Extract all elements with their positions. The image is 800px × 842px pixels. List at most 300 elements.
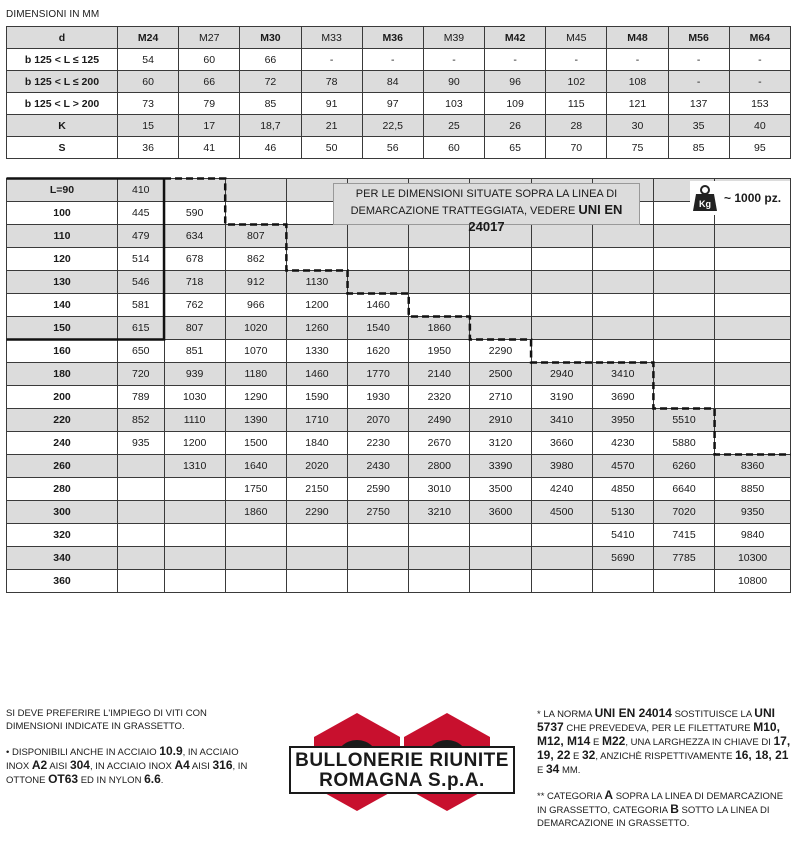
weight-cell: 7020: [653, 501, 714, 524]
weight-cell: [470, 317, 531, 340]
weight-cell: 1590: [286, 386, 347, 409]
table-cell: 50: [301, 137, 362, 159]
weight-cell: 912: [225, 271, 286, 294]
weight-cell: [653, 248, 714, 271]
table-row: [7, 137, 791, 159]
length-label: 100: [7, 202, 118, 225]
bold-term: 316: [212, 758, 233, 772]
length-label: 150: [7, 317, 118, 340]
table-row: [7, 363, 791, 386]
note-text: AISI: [47, 761, 70, 772]
weight-cell: 1330: [286, 340, 347, 363]
weight-cell: [470, 294, 531, 317]
weight-cell: 5880: [653, 432, 714, 455]
weight-cell: 1540: [348, 317, 409, 340]
weight-cell: [348, 570, 409, 593]
weight-cell: [409, 547, 470, 570]
weight-cell: [118, 478, 165, 501]
weight-cell: [409, 248, 470, 271]
weight-cell: 1950: [409, 340, 470, 363]
note-text: MM.: [559, 765, 581, 776]
weight-cell: 3660: [531, 432, 592, 455]
bold-term: OT63: [48, 772, 79, 786]
weight-cell: 2670: [409, 432, 470, 455]
bold-term: M22: [601, 734, 626, 748]
weight-cell: 2230: [348, 432, 409, 455]
table-cell: 91: [301, 93, 362, 115]
bold-term: 6.6: [144, 772, 161, 786]
weight-cell: 5690: [592, 547, 653, 570]
bold-term: 32: [582, 748, 596, 762]
weight-cell: 1460: [286, 363, 347, 386]
table-row: [7, 386, 791, 409]
length-label: 240: [7, 432, 118, 455]
weight-cell: 615: [118, 317, 165, 340]
table-cell: 22,5: [362, 115, 423, 137]
weight-cell: [409, 570, 470, 593]
table-row: [7, 271, 791, 294]
table-cell: 102: [546, 71, 607, 93]
weight-cell: [653, 294, 714, 317]
weight-cell: 2590: [348, 478, 409, 501]
weight-cell: [715, 271, 791, 294]
note-text: , UNA LARGHEZZA IN CHIAVE DI: [625, 737, 774, 748]
weight-cell: 762: [164, 294, 225, 317]
table-cell: 18,7: [240, 115, 301, 137]
weight-cell: [164, 478, 225, 501]
weight-cell: 8360: [715, 455, 791, 478]
length-label: 160: [7, 340, 118, 363]
length-label: L=90: [7, 179, 118, 202]
bold-term: A: [604, 788, 614, 802]
note-text: SOTTO LA LINEA DI DEMARCAZIONE IN GRASSETTO.: [537, 805, 770, 829]
bold-term: M10, M12, M14: [537, 720, 780, 748]
weight-cell: [409, 524, 470, 547]
table-cell: -: [729, 71, 790, 93]
weight-cell: [653, 225, 714, 248]
weight-cell: 590: [164, 202, 225, 225]
weight-cell: [531, 570, 592, 593]
table-row: [7, 340, 791, 363]
bold-term: 10.9: [159, 744, 183, 758]
weight-cell: 2140: [409, 363, 470, 386]
weight-cell: [470, 248, 531, 271]
weight-cell: [118, 524, 165, 547]
weight-cell: [715, 248, 791, 271]
weight-cell: 2150: [286, 478, 347, 501]
table-cell: -: [546, 49, 607, 71]
weight-cell: [470, 570, 531, 593]
table-cell: 137: [668, 93, 729, 115]
weight-cell: 7785: [653, 547, 714, 570]
table-cell: 90: [423, 71, 484, 93]
weight-cell: 2430: [348, 455, 409, 478]
weight-cell: [348, 271, 409, 294]
weight-cell: 7415: [653, 524, 714, 547]
weight-cell: 2800: [409, 455, 470, 478]
table-cell: 35: [668, 115, 729, 137]
weight-cell: 5130: [592, 501, 653, 524]
weight-cell: 1930: [348, 386, 409, 409]
length-label: 320: [7, 524, 118, 547]
table-cell: 96: [485, 71, 546, 93]
length-label: 180: [7, 363, 118, 386]
column-header-m33: M33: [301, 27, 362, 49]
weight-cell: 4230: [592, 432, 653, 455]
weight-cell: [164, 547, 225, 570]
weight-cell: 10800: [715, 570, 791, 593]
standard-note: [537, 707, 791, 777]
table-cell: 78: [301, 71, 362, 93]
table-row: [7, 432, 791, 455]
table-cell: 79: [179, 93, 240, 115]
weight-cell: [286, 225, 347, 248]
weight-cell: [715, 317, 791, 340]
weight-cell: 1290: [225, 386, 286, 409]
weight-cell: 4570: [592, 455, 653, 478]
weight-cell: [118, 547, 165, 570]
units-label: DIMENSIONI IN MM: [6, 9, 100, 20]
weight-cell: 2020: [286, 455, 347, 478]
table-row: [7, 409, 791, 432]
weight-cell: 650: [118, 340, 165, 363]
weight-cell: [715, 340, 791, 363]
table-cell: 28: [546, 115, 607, 137]
table-cell: -: [668, 49, 729, 71]
weight-cell: [409, 225, 470, 248]
note-text: , IN ACCIAIO INOX: [6, 747, 239, 772]
bold-term: 16, 18, 21: [735, 748, 789, 762]
weight-cell: 1030: [164, 386, 225, 409]
weight-cell: 720: [118, 363, 165, 386]
weight-cell: 1640: [225, 455, 286, 478]
length-label: 340: [7, 547, 118, 570]
weight-cell: 479: [118, 225, 165, 248]
weight-cell: 4850: [592, 478, 653, 501]
weight-cell: [592, 248, 653, 271]
note-standard: UNI EN 24017: [468, 202, 623, 234]
category-note: [537, 789, 791, 830]
weight-cell: [653, 340, 714, 363]
weight-cell: [286, 547, 347, 570]
weight-cell: [225, 202, 286, 225]
weight-cell: 718: [164, 271, 225, 294]
table-row: [7, 317, 791, 340]
weight-cell: [653, 570, 714, 593]
weight-cell: 1620: [348, 340, 409, 363]
weight-cell: [531, 248, 592, 271]
weight-cell: 634: [164, 225, 225, 248]
weight-cell: [715, 363, 791, 386]
table-cell: -: [485, 49, 546, 71]
dimensions-table: [6, 26, 791, 159]
table-row: [7, 501, 791, 524]
weight-cell: [225, 547, 286, 570]
table-cell: 153: [729, 93, 790, 115]
weight-cell: [164, 179, 225, 202]
row-label: S: [7, 137, 118, 159]
column-header-m36: M36: [362, 27, 423, 49]
table-cell: 73: [118, 93, 179, 115]
note-text: * LA NORMA: [537, 709, 595, 720]
weight-cell: 6260: [653, 455, 714, 478]
note-text: , ANZICHÈ RISPETTIVAMENTE: [595, 751, 736, 762]
weight-cell: 1180: [225, 363, 286, 386]
company-logo: [282, 711, 522, 817]
table-cell: 56: [362, 137, 423, 159]
weight-cell: 1310: [164, 455, 225, 478]
note-text: • DISPONIBILI ANCHE IN ACCIAIO: [6, 747, 160, 758]
table-cell: 17: [179, 115, 240, 137]
length-label: 200: [7, 386, 118, 409]
weight-cell: 581: [118, 294, 165, 317]
table-cell: 30: [607, 115, 668, 137]
weight-cell: [715, 409, 791, 432]
table-cell: 115: [546, 93, 607, 115]
note-text: E: [537, 765, 546, 776]
weight-cell: [531, 271, 592, 294]
weight-cell: [470, 547, 531, 570]
column-header-m42: M42: [485, 27, 546, 49]
note-line-2: DEMARCAZIONE TRATTEGGIATA, VEDERE: [350, 205, 579, 217]
weight-cell: [592, 271, 653, 294]
weight-cell: [715, 386, 791, 409]
weight-cell: [164, 570, 225, 593]
kg-label: Kg: [699, 199, 711, 209]
length-label: 300: [7, 501, 118, 524]
preference-note: SI DEVE PREFERIRE L'IMPIEGO DI VITI CON DIMENSIONI INDICATE IN GRASSETTO.: [6, 708, 207, 732]
table-cell: -: [423, 49, 484, 71]
column-header-m24: M24: [118, 27, 179, 49]
weight-cell: 852: [118, 409, 165, 432]
note-text: ** CATEGORIA: [537, 791, 605, 802]
table-cell: 66: [240, 49, 301, 71]
weight-cell: 2750: [348, 501, 409, 524]
weight-cell: 2320: [409, 386, 470, 409]
weight-cell: 9840: [715, 524, 791, 547]
weight-cell: 2710: [470, 386, 531, 409]
weight-cell: [225, 570, 286, 593]
weight-cell: [348, 524, 409, 547]
weight-cell: [470, 271, 531, 294]
table-cell: -: [301, 49, 362, 71]
weight-cell: 2290: [286, 501, 347, 524]
weight-cell: [715, 432, 791, 455]
table-cell: 60: [423, 137, 484, 159]
weight-cell: [225, 524, 286, 547]
weight-cell: 3410: [531, 409, 592, 432]
weight-cell: 862: [225, 248, 286, 271]
row-label: K: [7, 115, 118, 137]
weight-cell: 2490: [409, 409, 470, 432]
table-cell: 26: [485, 115, 546, 137]
weight-cell: 3500: [470, 478, 531, 501]
table-cell: -: [362, 49, 423, 71]
table-cell: 66: [179, 71, 240, 93]
weight-cell: 1130: [286, 271, 347, 294]
table-row: [7, 455, 791, 478]
table-row: [7, 225, 791, 248]
weight-cell: [164, 524, 225, 547]
weight-cell: 807: [164, 317, 225, 340]
weight-cell: 851: [164, 340, 225, 363]
weight-cell: 10300: [715, 547, 791, 570]
table-cell: 54: [118, 49, 179, 71]
weight-cell: 3190: [531, 386, 592, 409]
weight-cell: [592, 570, 653, 593]
table-cell: 75: [607, 137, 668, 159]
table-row: [7, 115, 791, 137]
table-row: [7, 524, 791, 547]
table-row: [7, 71, 791, 93]
bold-term: UNI 5737: [537, 706, 775, 734]
length-label: 120: [7, 248, 118, 271]
weight-kg-icon: [690, 183, 720, 213]
weight-cell: [592, 294, 653, 317]
weight-cell: 1770: [348, 363, 409, 386]
weight-cell: [409, 271, 470, 294]
weight-cell: 3690: [592, 386, 653, 409]
table-cell: 60: [179, 49, 240, 71]
column-header-m27: M27: [179, 27, 240, 49]
weight-cell: 9350: [715, 501, 791, 524]
length-label: 110: [7, 225, 118, 248]
logo-line-1: BULLONERIE RIUNITE: [295, 750, 509, 771]
footer-left-notes: [6, 707, 264, 799]
weight-cell: 2070: [348, 409, 409, 432]
demarcation-note: [333, 183, 640, 234]
length-label: 260: [7, 455, 118, 478]
table-cell: 46: [240, 137, 301, 159]
weight-cell: [531, 317, 592, 340]
weight-cell: 3950: [592, 409, 653, 432]
table-row: [7, 248, 791, 271]
table-cell: 36: [118, 137, 179, 159]
weight-cell: 3600: [470, 501, 531, 524]
table-cell: 25: [423, 115, 484, 137]
weight-cell: [348, 225, 409, 248]
bold-term: B: [670, 802, 679, 816]
weight-cell: 1110: [164, 409, 225, 432]
weight-cell: 807: [225, 225, 286, 248]
weight-cell: [531, 225, 592, 248]
weight-cell: 410: [118, 179, 165, 202]
weight-indicator: [690, 181, 790, 215]
row-label: b 125 < L ≤ 125: [7, 49, 118, 71]
note-text: ED IN NYLON: [78, 775, 145, 786]
note-line-1: PER LE DIMENSIONI SITUATE SOPRA LA LINEA DI: [355, 188, 618, 200]
table-row: [7, 294, 791, 317]
column-header-m48: M48: [607, 27, 668, 49]
weight-cell: 2290: [470, 340, 531, 363]
note-text: AISI: [189, 761, 213, 772]
weight-cell: [225, 179, 286, 202]
weight-cell: [653, 271, 714, 294]
weight-cell: [531, 340, 592, 363]
weight-cell: 1710: [286, 409, 347, 432]
weight-cell: [653, 363, 714, 386]
weight-cell: [286, 570, 347, 593]
note-text: SOPRA LA LINEA DI DEMARCAZIONE IN GRASSETTO, CATEGORIA: [537, 791, 784, 816]
column-header-m39: M39: [423, 27, 484, 49]
length-label: 280: [7, 478, 118, 501]
weight-cell: 5510: [653, 409, 714, 432]
column-header-d: d: [7, 27, 118, 49]
table-cell: 108: [607, 71, 668, 93]
table-cell: 41: [179, 137, 240, 159]
logo-line-2: ROMAGNA S.p.A.: [319, 770, 485, 791]
table-cell: 95: [729, 137, 790, 159]
weight-cell: [531, 547, 592, 570]
length-label: 360: [7, 570, 118, 593]
weight-cell: 6640: [653, 478, 714, 501]
bold-term: UNI EN 24014: [594, 706, 672, 720]
weight-cell: 1070: [225, 340, 286, 363]
weight-cell: [715, 225, 791, 248]
column-header-m45: M45: [546, 27, 607, 49]
weight-cell: 3210: [409, 501, 470, 524]
table-cell: 121: [607, 93, 668, 115]
weight-cell: [653, 317, 714, 340]
weight-cell: [470, 524, 531, 547]
note-text: , IN ACCIAIO INOX: [89, 761, 175, 772]
table-cell: 21: [301, 115, 362, 137]
materials-note: [6, 745, 264, 787]
weight-cell: [348, 248, 409, 271]
note-text: , IN OTTONE: [6, 761, 248, 786]
column-header-m56: M56: [668, 27, 729, 49]
table-cell: 15: [118, 115, 179, 137]
weight-cell: [286, 524, 347, 547]
bold-term: 34: [545, 762, 560, 776]
table-row: [7, 478, 791, 501]
weight-text: ~ 1000 pz.: [724, 191, 782, 205]
weight-cell: 1860: [409, 317, 470, 340]
table-cell: 84: [362, 71, 423, 93]
weight-cell: 789: [118, 386, 165, 409]
table-cell: 85: [668, 137, 729, 159]
length-label: 140: [7, 294, 118, 317]
table-cell: -: [729, 49, 790, 71]
table-cell: 65: [485, 137, 546, 159]
weight-cell: 1020: [225, 317, 286, 340]
weight-cell: 678: [164, 248, 225, 271]
weight-cell: 445: [118, 202, 165, 225]
weight-cell: 514: [118, 248, 165, 271]
weight-cell: 2940: [531, 363, 592, 386]
weight-cell: 935: [118, 432, 165, 455]
weight-cell: [286, 248, 347, 271]
weight-cell: 1750: [225, 478, 286, 501]
weight-cell: 1200: [164, 432, 225, 455]
table-cell: 40: [729, 115, 790, 137]
note-text: E: [570, 751, 582, 762]
weight-cell: 1200: [286, 294, 347, 317]
weight-cell: 3010: [409, 478, 470, 501]
length-weight-table: [6, 178, 791, 593]
weight-cell: 1840: [286, 432, 347, 455]
weight-cell: 2500: [470, 363, 531, 386]
table-cell: 70: [546, 137, 607, 159]
weight-cell: [118, 501, 165, 524]
length-label: 130: [7, 271, 118, 294]
weight-cell: 8850: [715, 478, 791, 501]
note-text: E: [590, 737, 602, 748]
length-label: 220: [7, 409, 118, 432]
weight-cell: [164, 501, 225, 524]
table-row: [7, 570, 791, 593]
weight-cell: [653, 386, 714, 409]
